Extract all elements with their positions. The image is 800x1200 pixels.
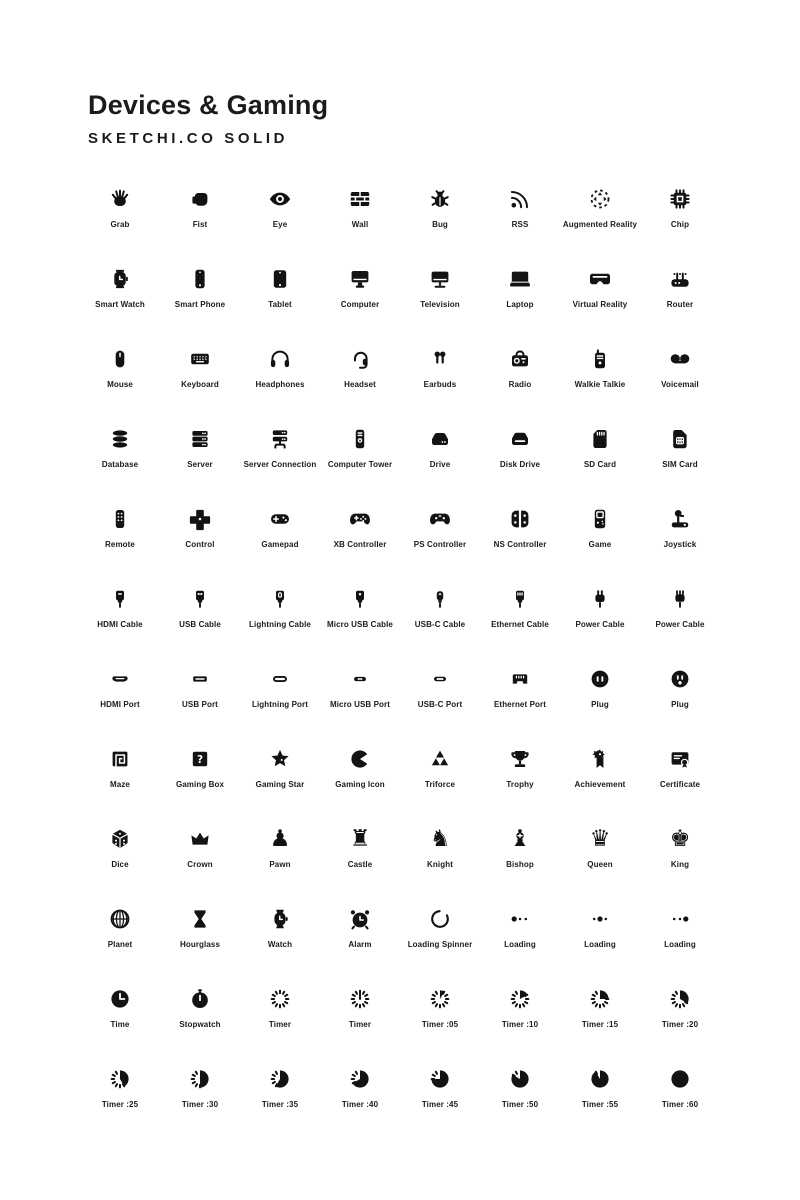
icon-label: Timer :20 — [661, 1020, 699, 1029]
icon-label: Disk Drive — [499, 460, 541, 469]
icon-cell-ethernet-cable[interactable] — [480, 563, 560, 643]
micro-usb-cable-icon — [348, 587, 372, 611]
icon-cell-hdmi-port[interactable] — [80, 643, 160, 723]
usb-c-port-icon — [428, 667, 452, 691]
icon-label: Computer — [340, 300, 380, 309]
icon-label: HDMI Port — [100, 700, 140, 709]
icon-label: Augmented Reality — [562, 220, 638, 229]
achievement-icon — [588, 747, 612, 771]
icon-label: Gaming Icon — [335, 780, 385, 789]
icon-cell-earbuds[interactable] — [400, 323, 480, 403]
icon-label: Timer :10 — [501, 1020, 539, 1029]
xb-controller-icon — [348, 507, 372, 531]
icon-label: Smart Watch — [95, 300, 145, 309]
icon-cell-ethernet-port[interactable] — [480, 643, 560, 723]
icon-label: Power Cable — [655, 620, 705, 629]
fist-icon — [188, 187, 212, 211]
hourglass-icon — [188, 907, 212, 931]
server-connection-icon — [268, 427, 292, 451]
computer-tower-icon — [348, 427, 372, 451]
usb-cable-icon — [188, 587, 212, 611]
radio-icon — [508, 347, 532, 371]
icon-label: Loading — [664, 940, 696, 949]
icon-label: Ethernet Port — [494, 700, 546, 709]
icon-label: PS Controller — [413, 540, 467, 549]
ethernet-cable-icon — [508, 587, 532, 611]
icon-label: Achievement — [574, 780, 626, 789]
icon-label: Fist — [192, 220, 208, 229]
icon-label: Headphones — [255, 380, 305, 389]
alarm-icon — [348, 907, 372, 931]
icon-cell-lightning-cable[interactable] — [240, 563, 320, 643]
page-title: Devices & Gaming — [88, 90, 329, 120]
icon-label: Timer — [268, 1020, 292, 1029]
computer-icon — [348, 267, 372, 291]
icon-label: Lightning Port — [251, 700, 309, 709]
icon-cell-mouse[interactable] — [80, 323, 160, 403]
icon-cell-server[interactable] — [160, 403, 240, 483]
timer-10-icon — [508, 987, 532, 1011]
headphones-icon — [268, 347, 292, 371]
icon-label: Game — [588, 540, 612, 549]
icon-cell-chip[interactable] — [640, 163, 720, 243]
icon-cell-alarm[interactable] — [320, 883, 400, 963]
icon-label: Watch — [267, 940, 293, 949]
tablet-icon — [268, 267, 292, 291]
server-icon — [188, 427, 212, 451]
icon-cell-gaming-box[interactable] — [160, 723, 240, 803]
icon-cell-gaming-pacman[interactable] — [320, 723, 400, 803]
smart-phone-icon — [188, 267, 212, 291]
icon-cell-headset[interactable] — [320, 323, 400, 403]
gaming-pacman-icon — [348, 747, 372, 771]
chip-icon — [668, 187, 692, 211]
icon-cell-power-cable[interactable] — [560, 563, 640, 643]
icon-cell-usb-c-port[interactable] — [400, 643, 480, 723]
icon-label: Wall — [351, 220, 369, 229]
icon-label: Television — [420, 300, 460, 309]
timer-25-icon — [108, 1067, 132, 1091]
sim-card-icon — [668, 427, 692, 451]
icon-label: Server — [187, 460, 213, 469]
stopwatch-icon — [188, 987, 212, 1011]
icon-cell-loading-2[interactable] — [560, 883, 640, 963]
icon-cell-hourglass[interactable] — [160, 883, 240, 963]
icon-cell-joystick[interactable] — [640, 483, 720, 563]
icon-label: Castle — [347, 860, 373, 869]
icon-label: Timer — [348, 1020, 372, 1029]
svg-text:?: ? — [196, 754, 204, 766]
timer-50-icon — [508, 1067, 532, 1091]
bishop-icon: ♝ — [509, 826, 531, 852]
certificate-icon — [668, 747, 692, 771]
ps-controller-icon — [428, 507, 452, 531]
icon-cell-king[interactable] — [640, 803, 720, 883]
icon-label: USB-C Port — [417, 700, 463, 709]
icon-label: Mouse — [107, 380, 133, 389]
walkie-talkie-icon — [588, 347, 612, 371]
icon-cell-timer-20[interactable] — [640, 963, 720, 1043]
icon-cell-dice[interactable] — [80, 803, 160, 883]
icon-cell-smart-phone[interactable] — [160, 243, 240, 323]
usb-c-cable-icon — [428, 587, 452, 611]
ethernet-port-icon — [508, 667, 532, 691]
icon-label: Certificate — [659, 780, 701, 789]
timer-55-icon — [588, 1067, 612, 1091]
icon-label: Walkie Talkie — [574, 380, 626, 389]
icon-cell-gaming-star[interactable] — [240, 723, 320, 803]
icon-cell-usb-c-cable[interactable] — [400, 563, 480, 643]
icon-cell-ns-controller[interactable] — [480, 483, 560, 563]
smart-watch-icon — [108, 267, 132, 291]
icon-cell-router[interactable] — [640, 243, 720, 323]
icon-label: Timer :50 — [501, 1100, 539, 1109]
remote-icon — [108, 507, 132, 531]
icon-cell-augmented-reality[interactable] — [560, 163, 640, 243]
crown-icon — [188, 827, 212, 851]
icon-cell-laptop[interactable] — [480, 243, 560, 323]
router-icon — [668, 267, 692, 291]
icon-cell-timer-30[interactable] — [160, 1043, 240, 1123]
icon-cell-keyboard[interactable] — [160, 323, 240, 403]
icon-label: Timer :40 — [341, 1100, 379, 1109]
icon-label: Timer :60 — [661, 1100, 699, 1109]
rss-icon — [508, 187, 532, 211]
icon-cell-gamepad[interactable] — [240, 483, 320, 563]
icon-label: Earbuds — [423, 380, 457, 389]
icon-label: Alarm — [348, 940, 372, 949]
page-subtitle: SKETCHI.CO SOLID — [88, 130, 289, 147]
icon-grid — [80, 163, 720, 1123]
icon-label: Server Connection — [243, 460, 317, 469]
icon-cell-timer-45[interactable] — [400, 1043, 480, 1123]
icon-label: Voicemail — [661, 380, 699, 389]
icon-label: Radio — [508, 380, 532, 389]
icon-cell-hdmi-cable[interactable] — [80, 563, 160, 643]
icon-label: Keyboard — [181, 380, 219, 389]
icon-label: Micro USB Port — [329, 700, 391, 709]
icon-cell-timer-55[interactable] — [560, 1043, 640, 1123]
icon-label: Dice — [111, 860, 129, 869]
icon-cell-stopwatch[interactable] — [160, 963, 240, 1043]
icon-cell-grab[interactable] — [80, 163, 160, 243]
icon-cell-control[interactable] — [160, 483, 240, 563]
icon-cell-server-connection[interactable] — [240, 403, 320, 483]
icon-cell-time[interactable] — [80, 963, 160, 1043]
king-icon: ♚ — [669, 826, 691, 852]
icon-cell-remote[interactable] — [80, 483, 160, 563]
icon-label: Computer Tower — [327, 460, 393, 469]
queen-icon: ♛ — [589, 826, 611, 852]
icon-label: Time — [110, 1020, 130, 1029]
icon-cell-timer-25[interactable] — [80, 1043, 160, 1123]
icon-cell-maze[interactable] — [80, 723, 160, 803]
lightning-port-icon — [268, 667, 292, 691]
icon-cell-timer-05[interactable] — [400, 963, 480, 1043]
icon-label: King — [670, 860, 690, 869]
icon-cell-game[interactable] — [560, 483, 640, 563]
icon-cell-timer-35[interactable] — [240, 1043, 320, 1123]
icon-label: Smart Phone — [174, 300, 226, 309]
icon-label: Power Cable — [575, 620, 625, 629]
icon-label: Hourglass — [179, 940, 221, 949]
icon-cell-disk-drive[interactable] — [480, 403, 560, 483]
loading-3-icon — [668, 907, 692, 931]
loading-spinner-icon — [428, 907, 452, 931]
plug-3-icon — [668, 667, 692, 691]
icon-label: Crown — [187, 860, 213, 869]
icon-cell-queen[interactable] — [560, 803, 640, 883]
icon-label: Plug — [671, 700, 689, 709]
icon-cell-fist[interactable] — [160, 163, 240, 243]
icon-cell-drive[interactable] — [400, 403, 480, 483]
icon-cell-timer-40[interactable] — [320, 1043, 400, 1123]
icon-label: Loading — [584, 940, 616, 949]
icon-cell-timer-50[interactable] — [480, 1043, 560, 1123]
timer-icon — [268, 987, 292, 1011]
icon-label: Virtual Reality — [572, 300, 628, 309]
icon-cell-loading-1[interactable] — [480, 883, 560, 963]
time-icon — [108, 987, 132, 1011]
hdmi-cable-icon — [108, 587, 132, 611]
icon-label: NS Controller — [493, 540, 547, 549]
control-icon — [188, 507, 212, 531]
icon-cell-headphones[interactable] — [240, 323, 320, 403]
sd-card-icon — [588, 427, 612, 451]
timer-30-icon — [188, 1067, 212, 1091]
keyboard-icon — [188, 347, 212, 371]
icon-cell-micro-usb-cable[interactable] — [320, 563, 400, 643]
voicemail-icon — [668, 347, 692, 371]
icon-cell-plug[interactable] — [560, 643, 640, 723]
plug-icon — [588, 667, 612, 691]
icon-label: Bug — [432, 220, 448, 229]
icon-cell-castle[interactable] — [320, 803, 400, 883]
icon-cell-virtual-reality[interactable] — [560, 243, 640, 323]
lightning-cable-icon — [268, 587, 292, 611]
icon-label: Planet — [107, 940, 133, 949]
icon-cell-timer-hand[interactable] — [320, 963, 400, 1043]
icon-cell-timer[interactable] — [240, 963, 320, 1043]
icon-label: Remote — [105, 540, 135, 549]
icon-cell-walkie-talkie[interactable] — [560, 323, 640, 403]
icon-label: Timer :15 — [581, 1020, 619, 1029]
virtual-reality-icon — [588, 267, 612, 291]
icon-cell-sim-card[interactable] — [640, 403, 720, 483]
timer-20-icon — [668, 987, 692, 1011]
power-cable-3-icon — [668, 587, 692, 611]
icon-label: XB Controller — [333, 540, 387, 549]
icon-cell-television[interactable] — [400, 243, 480, 323]
icon-cell-computer[interactable] — [320, 243, 400, 323]
icon-label: Control — [185, 540, 215, 549]
icon-cell-voicemail[interactable] — [640, 323, 720, 403]
icon-cell-loading-3[interactable] — [640, 883, 720, 963]
hdmi-port-icon — [108, 667, 132, 691]
icon-cell-timer-60[interactable] — [640, 1043, 720, 1123]
icon-label: Chip — [670, 220, 690, 229]
icon-label: Pawn — [269, 860, 291, 869]
gamepad-icon — [268, 507, 292, 531]
icon-cell-lightning-port[interactable] — [240, 643, 320, 723]
icon-cell-power-cable-3[interactable] — [640, 563, 720, 643]
icon-cell-database[interactable] — [80, 403, 160, 483]
triforce-icon — [428, 747, 452, 771]
icon-label: Router — [666, 300, 694, 309]
headset-icon — [348, 347, 372, 371]
icon-label: Drive — [429, 460, 451, 469]
icon-label: Timer :30 — [181, 1100, 219, 1109]
icon-label: RSS — [511, 220, 529, 229]
icon-cell-ps-controller[interactable] — [400, 483, 480, 563]
icon-cell-timer-15[interactable] — [560, 963, 640, 1043]
icon-label: Eye — [272, 220, 288, 229]
page-header — [88, 90, 328, 147]
icon-label: Stopwatch — [179, 1020, 221, 1029]
grab-icon — [108, 187, 132, 211]
icon-cell-timer-10[interactable] — [480, 963, 560, 1043]
icon-label: Trophy — [506, 780, 534, 789]
gaming-box-icon — [188, 747, 212, 771]
icon-label: Lightning Cable — [249, 620, 311, 629]
icon-cell-knight[interactable] — [400, 803, 480, 883]
icon-label: SD Card — [583, 460, 617, 469]
disk-drive-icon — [508, 427, 532, 451]
timer-40-icon — [348, 1067, 372, 1091]
knight-icon: ♞ — [429, 826, 451, 852]
icon-label: Micro USB Cable — [327, 620, 393, 629]
icon-cell-xb-controller[interactable] — [320, 483, 400, 563]
game-icon — [588, 507, 612, 531]
icon-label: Loading Spinner — [407, 940, 473, 949]
icon-label: HDMI Cable — [97, 620, 143, 629]
timer-60-icon — [668, 1067, 692, 1091]
laptop-icon — [508, 267, 532, 291]
icon-label: Gaming Star — [255, 780, 305, 789]
icon-cell-sd-card[interactable] — [560, 403, 640, 483]
pawn-icon: ♟ — [269, 826, 291, 852]
ns-controller-icon — [508, 507, 532, 531]
television-icon — [428, 267, 452, 291]
micro-usb-port-icon — [348, 667, 372, 691]
loading-2-icon — [588, 907, 612, 931]
icon-label: Loading — [504, 940, 536, 949]
icon-cell-tablet[interactable] — [240, 243, 320, 323]
icon-label: USB Port — [182, 700, 218, 709]
drive-icon — [428, 427, 452, 451]
icon-label: Grab — [110, 220, 130, 229]
icon-cell-pawn[interactable] — [240, 803, 320, 883]
icon-label: Timer :45 — [421, 1100, 459, 1109]
earbuds-icon — [428, 347, 452, 371]
icon-cell-achievement[interactable] — [560, 723, 640, 803]
timer-35-icon — [268, 1067, 292, 1091]
timer-hand-icon — [348, 987, 372, 1011]
icon-cell-trophy[interactable] — [480, 723, 560, 803]
dice-icon — [108, 827, 132, 851]
gaming-star-icon — [268, 747, 292, 771]
icon-label: USB-C Cable — [414, 620, 466, 629]
icon-cell-smart-watch[interactable] — [80, 243, 160, 323]
bug-icon — [428, 187, 452, 211]
icon-cell-radio[interactable] — [480, 323, 560, 403]
icon-label: SIM Card — [662, 460, 698, 469]
mouse-icon — [108, 347, 132, 371]
icon-cell-certificate[interactable] — [640, 723, 720, 803]
icon-label: Queen — [587, 860, 613, 869]
icon-label: USB Cable — [179, 620, 221, 629]
icon-cell-rss[interactable] — [480, 163, 560, 243]
icon-label: Laptop — [506, 300, 534, 309]
timer-05-icon — [428, 987, 452, 1011]
planet-icon — [108, 907, 132, 931]
icon-cell-loading-spinner[interactable] — [400, 883, 480, 963]
icon-label: Knight — [427, 860, 453, 869]
icon-label: Headset — [344, 380, 376, 389]
icon-cell-bishop[interactable] — [480, 803, 560, 883]
icon-label: Joystick — [663, 540, 697, 549]
icon-cell-watch[interactable] — [240, 883, 320, 963]
icon-label: Gaming Box — [175, 780, 225, 789]
icon-label: Ethernet Cable — [491, 620, 549, 629]
icon-cell-crown[interactable] — [160, 803, 240, 883]
icon-cell-bug[interactable] — [400, 163, 480, 243]
icon-cell-triforce[interactable] — [400, 723, 480, 803]
eye-icon — [268, 187, 292, 211]
icon-label: Gamepad — [261, 540, 299, 549]
trophy-icon — [508, 747, 532, 771]
timer-45-icon — [428, 1067, 452, 1091]
joystick-icon — [668, 507, 692, 531]
icon-label: Database — [101, 460, 139, 469]
icon-label: Timer :25 — [101, 1100, 139, 1109]
icon-label: Timer :55 — [581, 1100, 619, 1109]
icon-label: Bishop — [506, 860, 534, 869]
castle-icon: ♜ — [349, 826, 371, 852]
icon-label: Tablet — [268, 300, 292, 309]
power-cable-icon — [588, 587, 612, 611]
icon-cell-usb-port[interactable] — [160, 643, 240, 723]
usb-port-icon — [188, 667, 212, 691]
loading-1-icon — [508, 907, 532, 931]
icon-cell-wall[interactable] — [320, 163, 400, 243]
icon-label: Plug — [591, 700, 609, 709]
icon-cell-micro-usb-port[interactable] — [320, 643, 400, 723]
timer-15-icon — [588, 987, 612, 1011]
icon-label: Timer :05 — [421, 1020, 459, 1029]
database-icon — [108, 427, 132, 451]
icon-cell-eye[interactable] — [240, 163, 320, 243]
maze-icon — [108, 747, 132, 771]
icon-cell-usb-cable[interactable] — [160, 563, 240, 643]
augmented-reality-icon — [588, 187, 612, 211]
icon-label: Triforce — [424, 780, 456, 789]
watch-icon — [268, 907, 292, 931]
icon-label: Maze — [110, 780, 130, 789]
wall-icon — [348, 187, 372, 211]
icon-cell-computer-tower[interactable] — [320, 403, 400, 483]
icon-label: Timer :35 — [261, 1100, 299, 1109]
icon-cell-plug-3[interactable] — [640, 643, 720, 723]
icon-cell-planet[interactable] — [80, 883, 160, 963]
